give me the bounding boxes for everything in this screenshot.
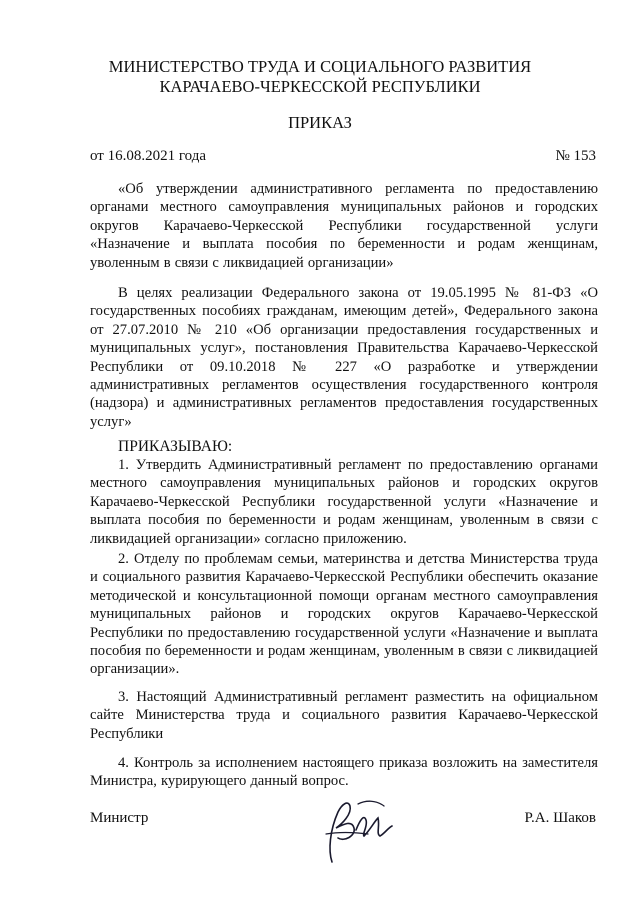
- preamble: В целях реализации Федерального закона от 19.05.1995 № 81-ФЗ «О государственных пособиях гражданам, имеющим детей», Федерального закона от 27.07.2010 № 210 «Об организации предоставления государственных и муниципальных услуг», постановления Правительства Карачаево-Черкесской Республики от 09.10.2018 № 227 «О разработке и утверждении административных регламентов осуществления государственного контроля (надзора) и административных регламентов предоставления государственных услуг»: [90, 285, 598, 430]
- order-item-1: 1. Утвердить Административный регламент по предоставлению органами местного самоуправления муниципальных районов и городских округов Карачаево-Черкесской Республики государственной услуги «Назначение и выплата пособия по беременности и родам женщинам, уволенным в связи с ликвидацией организации» согласно приложению.: [90, 457, 598, 547]
- order-date: от 16.08.2021 года: [90, 148, 206, 164]
- ministry-name-line1: МИНИСТЕРСТВО ТРУДА И СОЦИАЛЬНОГО РАЗВИТИЯ: [108, 57, 532, 76]
- document-type: ПРИКАЗ: [288, 113, 352, 132]
- ministry-name-line2: КАРАЧАЕВО-ЧЕРКЕССКОЙ РЕСПУБЛИКИ: [159, 77, 481, 96]
- order-word: ПРИКАЗЫВАЮ:: [118, 438, 233, 455]
- order-item-4: 4. Контроль за исполнением настоящего приказа возложить на заместителя Министра, курирующего данный вопрос.: [90, 755, 598, 790]
- signatory-name: Р.А. Шаков: [524, 810, 596, 826]
- order-item-3: 3. Настоящий Административный регламент разместить на официальном сайте Министерства труда и социального развития Карачаево-Черкесской Республики: [90, 689, 598, 742]
- handwritten-signature: [318, 790, 408, 870]
- order-item-2: 2. Отделу по проблемам семьи, материнства и детства Министерства труда и социального развития Карачаево-Черкесской Республики обеспечить оказание методической и консультационной помощи органам местного самоуправления муниципальных районов и городских округов Карачаево-Черкесской Республики по предоставлению государственной услуги «Назначение и выплата пособия по беременности и родам женщинам, уволенным в связи с ликвидацией организации».: [90, 551, 598, 678]
- order-number: № 153: [555, 148, 596, 164]
- signatory-title: Министр: [90, 810, 149, 826]
- order-subject: «Об утверждении административного регламента по предоставлению органами местного самоуправления муниципальных районов и городских округов Карачаево-Черкесской Республики государственной услуги «Назначение и выплата пособия по беременности и родам женщинам, уволенным в связи с ликвидацией организации»: [90, 181, 598, 271]
